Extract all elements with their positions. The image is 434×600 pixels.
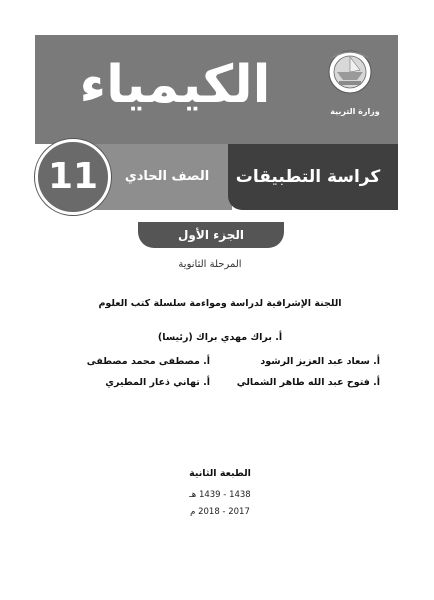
committee-member: أ. سعاد عبد العزيز الرشود [260,356,380,367]
committee-member: أ. فتوح عبد الله طاهر الشمالي [236,377,380,388]
edition-label: الطبعة الثانية [189,468,251,479]
grade-number: 11 [47,156,99,197]
ministry-label: وزارة التربية [330,107,380,116]
stage-label: المرحلة الثانوية [178,259,242,270]
applications-workbook-title: كراسة التطبيقات [235,167,381,187]
gregorian-years: 2017 - 2018 م [190,507,250,517]
grade-label: الصف الحادي [124,169,210,184]
part-label: الجزء الأول [178,228,244,242]
committee-member: أ. تهاني ذعار المطيري [105,377,210,388]
ministry-emblem-icon [327,48,373,98]
book-title: الكيمياء [79,55,271,115]
committee-chair: أ. براك مهدي براك (رئيسا) [157,332,283,343]
committee-member: أ. مصطفى محمد مصطفى [86,356,210,367]
committee-heading: اللجنة الإشرافية لدراسة ومواءمة سلسلة كتب العلوم [98,298,342,309]
hijri-years: 1438 - 1439 هـ [189,490,251,500]
